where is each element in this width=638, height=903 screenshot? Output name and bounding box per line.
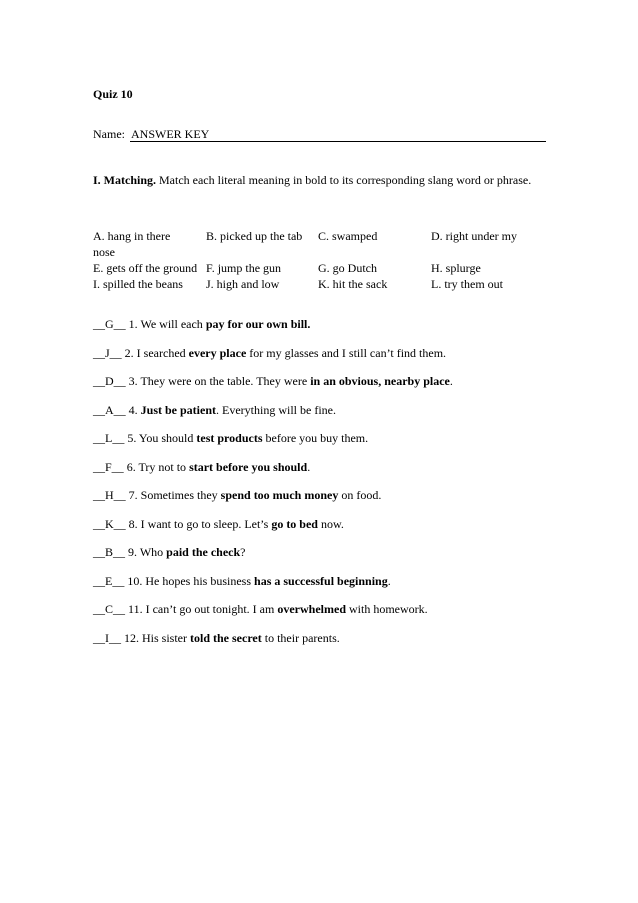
choice-h: H. splurge — [431, 261, 481, 275]
choice-k: K. hit the sack — [318, 277, 388, 291]
question-bold-phrase: overwhelmed — [277, 602, 346, 616]
question-bold-phrase: in an obvious, nearby place — [310, 374, 450, 388]
section-heading: I. Matching. — [93, 173, 156, 187]
question-item — [93, 544, 245, 560]
question-answer: __K__ — [93, 516, 126, 531]
question-bold-phrase: Just be patient — [140, 402, 217, 417]
question-bold-phrase: has a successful beginning — [254, 573, 388, 588]
question-text-after: on food. — [338, 488, 382, 502]
choice-row — [93, 260, 553, 276]
choice-f: F. jump the gun — [206, 261, 282, 275]
question-item — [93, 373, 453, 389]
choices-grid — [93, 228, 553, 292]
question-number: 11. — [128, 602, 143, 616]
question-item — [93, 345, 446, 361]
question-number: 3. — [128, 374, 138, 388]
question-bold-phrase: test products — [196, 431, 263, 445]
question-text-after: before you buy them. — [262, 431, 369, 445]
name-value: ANSWER KEY — [131, 127, 210, 141]
question-text-before: Try not to — [138, 459, 190, 474]
question-text-after: for my glasses and I still can’t find them. — [246, 345, 447, 360]
question-item — [93, 459, 310, 475]
question-number: 5. — [127, 431, 137, 445]
question-answer: __G__ — [93, 317, 126, 331]
question-text-before: His sister — [142, 630, 190, 645]
question-bold-phrase: start before you should — [189, 459, 308, 474]
name-label: Name: — [93, 127, 125, 141]
question-number: 4. — [128, 402, 138, 417]
choice-row — [93, 276, 553, 292]
question-item — [93, 316, 310, 332]
question-text-before: I can’t go out tonight. I am — [145, 602, 278, 616]
question-text-after: ? — [240, 545, 246, 559]
question-item — [93, 430, 368, 446]
choice-d-continuation: nose — [93, 245, 115, 259]
matching-section — [93, 172, 533, 188]
question-text-before: Who — [139, 545, 167, 559]
question-number: 7. — [128, 488, 138, 502]
question-text-before: I want to go to sleep. Let’s — [140, 516, 272, 531]
question-answer: __D__ — [93, 374, 126, 388]
question-bold-phrase: pay for our own bill. — [205, 317, 311, 331]
question-answer: __C__ — [93, 602, 126, 616]
choice-b: B. picked up the tab — [206, 229, 303, 243]
question-item — [93, 630, 340, 646]
question-text-after: . — [307, 459, 311, 474]
quiz-title: Quiz 10 — [93, 87, 133, 101]
question-answer: __B__ — [93, 545, 126, 559]
question-answer: __J__ — [93, 345, 122, 360]
question-answer: __F__ — [93, 459, 124, 474]
question-item — [93, 487, 381, 503]
question-answer: __A__ — [93, 402, 126, 417]
question-number: 10. — [127, 573, 143, 588]
question-text-after: . — [387, 573, 391, 588]
question-number: 2. — [124, 345, 134, 360]
question-bold-phrase: go to bed — [271, 516, 318, 531]
question-number: 6. — [126, 459, 136, 474]
choice-d: D. right under my — [431, 229, 517, 243]
question-text-after: . — [449, 374, 453, 388]
question-text-before: We will each — [140, 317, 206, 331]
choice-j: J. high and low — [206, 277, 280, 291]
choice-g: G. go Dutch — [318, 261, 377, 275]
choice-e: E. gets off the ground — [93, 261, 198, 275]
question-text-before: Sometimes they — [140, 488, 221, 502]
choice-c: C. swamped — [318, 229, 378, 243]
question-bold-phrase: told the secret — [190, 630, 262, 645]
choice-row — [93, 244, 553, 260]
question-number: 1. — [128, 317, 138, 331]
question-text-after: with homework. — [346, 602, 428, 616]
question-item — [93, 402, 336, 418]
question-number: 9. — [128, 545, 138, 559]
question-text-after: now. — [317, 516, 344, 531]
question-bold-phrase: paid the check — [166, 545, 241, 559]
question-item — [93, 573, 391, 589]
choice-row — [93, 228, 553, 244]
question-answer: __E__ — [93, 573, 125, 588]
question-number: 12. — [124, 630, 139, 645]
choice-i: I. spilled the beans — [93, 277, 183, 291]
question-item — [93, 601, 428, 617]
question-bold-phrase: every place — [188, 345, 247, 360]
question-answer: __L__ — [93, 431, 125, 445]
question-answer: __H__ — [93, 488, 126, 502]
question-text-before: He hopes his business — [145, 573, 255, 588]
question-number: 8. — [128, 516, 138, 531]
question-text-before: You should — [138, 431, 197, 445]
question-answer: __I__ — [93, 630, 121, 645]
section-instructions: Match each literal meaning in bold to its corresponding slang word or phrase. — [159, 173, 532, 187]
choice-a: A. hang in there — [93, 229, 171, 243]
question-text-before: I searched — [136, 345, 189, 360]
question-text-after: . Everything will be fine. — [216, 402, 336, 417]
choice-l: L. try them out — [431, 277, 503, 291]
name-row — [93, 126, 546, 142]
question-bold-phrase: spend too much money — [220, 488, 339, 502]
question-text-before: They were on the table. They were — [140, 374, 311, 388]
question-text-after: to their parents. — [261, 630, 340, 645]
question-item — [93, 516, 344, 532]
